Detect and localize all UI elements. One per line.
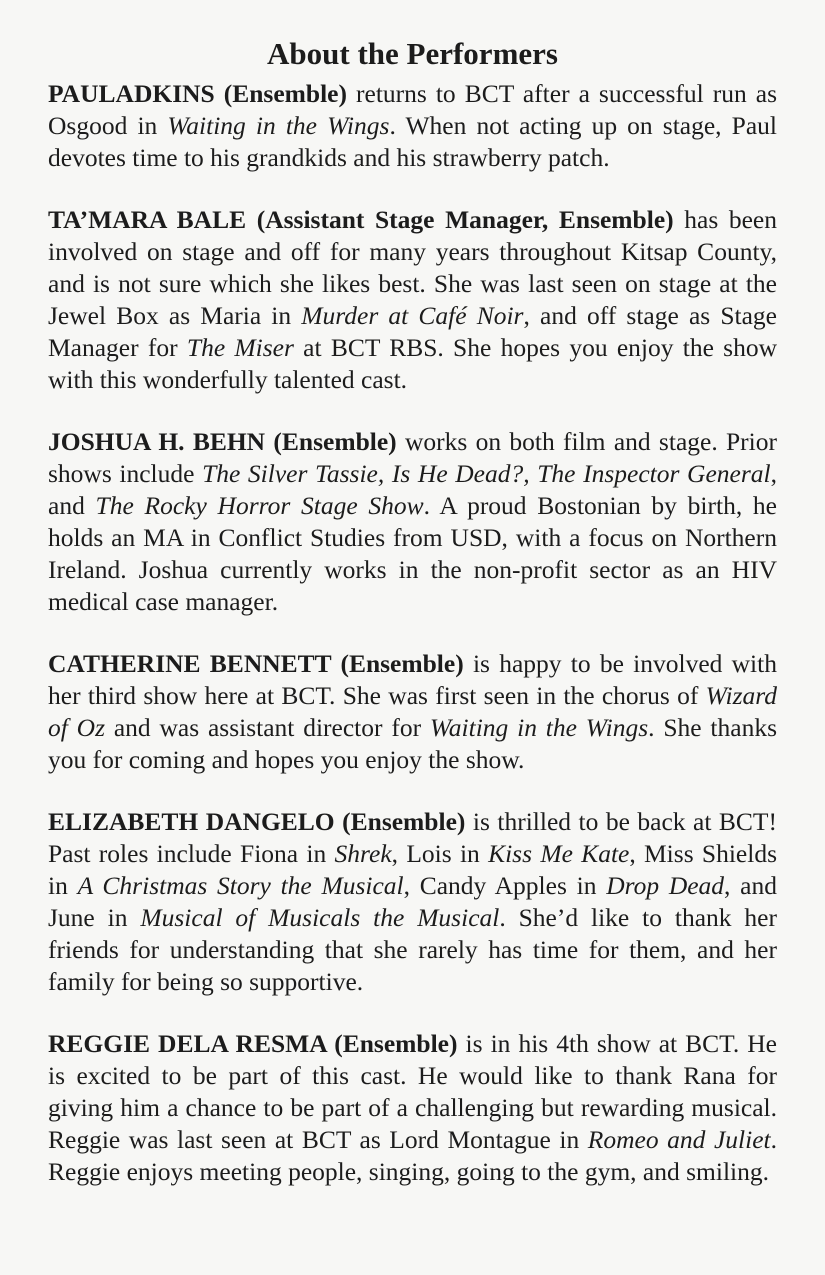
bio-text: returns to BCT after a successful run as Osgood in [48,79,777,140]
bio-text: . A proud Bostonian by birth, he holds an MA in Conflict Studies from USD, with a focus on Northern Ireland. Joshua currently works in the non-profit sector as an HIV medical case manager. [48,491,777,616]
show-title: Drop Dead [606,871,725,900]
bio-text: , Miss Shields in [48,839,778,900]
performer-name: TA’MARA BALE (Assistant Stage Manager, Ensemble) [48,205,674,234]
show-title: Romeo and Juliet [587,1125,771,1154]
show-title: The Rocky Horror Stage Show [95,491,424,520]
show-title: Shrek [334,839,392,868]
bio-text: , and June in [48,871,777,932]
bio-text: , Candy Apples in [403,871,607,900]
show-title: A Christmas Story the Musical [77,871,404,900]
bio-text: has been involved on stage and off for many years throughout Kitsap County, and is not sure which she likes best. She was last seen on stage at the Jewel Box as Maria in [48,205,777,330]
show-title: Waiting in the Wings [167,111,390,140]
bio-text: , and off stage as Stage Manager for [48,301,777,362]
page-title: About the Performers [267,36,558,71]
bio-text: at BCT RBS. She hopes you enjoy the show with this wonderfully talented cast. [48,333,778,394]
performer-bio-elizabeth-dangelo [48,806,777,998]
bio-text: works on both film and stage. Prior shows include [48,427,778,488]
performer-bio-joshua-behn [48,426,777,618]
bio-text: , and [48,459,777,520]
show-title: Waiting in the Wings [429,713,649,742]
bio-text: . She thanks you for coming and hopes you enjoy the show. [48,713,777,774]
show-title: Kiss Me Kate [488,839,630,868]
performer-name: PAULADKINS (Ensemble) [48,79,347,108]
show-title: The Silver Tassie, Is He Dead?, The Inspector General [202,459,771,488]
show-title: Wizard of Oz [48,681,777,742]
show-title: Murder at Café Noir [301,301,524,330]
bio-text: . Reggie enjoys meeting people, singing, going to the gym, and smiling. [48,1125,777,1186]
bio-text: is happy to be involved with her third show here at BCT. She was first seen in the chorus of [48,649,777,710]
bio-text: and was assistant director for [105,713,430,742]
performer-bio-reggie-dela-resma [48,1028,777,1188]
bio-text: . She’d like to thank her friends for understanding that she rarely has time for them, and her family for being so supportive. [48,903,777,996]
show-title: The Miser [186,333,294,362]
performer-name: CATHERINE BENNETT (Ensemble) [48,649,464,678]
bio-text: . When not acting up on stage, Paul devotes time to his grandkids and his strawberry patch. [48,111,777,172]
performer-bio-tamara-bale [48,204,777,396]
bio-text: , Lois in [391,839,489,868]
performer-bio-paul-adkins [48,78,777,174]
bio-text: is in his 4th show at BCT. He is excited to be part of this cast. He would like to thank Rana for giving him a chance to be part of a challenging but rewarding musical. Reggie was last seen at BCT as Lord Montague in [48,1029,777,1154]
show-title: Musical of Musicals the Musical [140,903,500,932]
bio-text: is thrilled to be back at BCT! Past roles include Fiona in [48,807,778,868]
performer-name: JOSHUA H. BEHN (Ensemble) [48,427,397,456]
performer-bio-catherine-bennett [48,648,777,776]
performer-name: ELIZABETH DANGELO (Ensemble) [48,807,466,836]
performer-name: REGGIE DELA RESMA (Ensemble) [48,1029,458,1058]
